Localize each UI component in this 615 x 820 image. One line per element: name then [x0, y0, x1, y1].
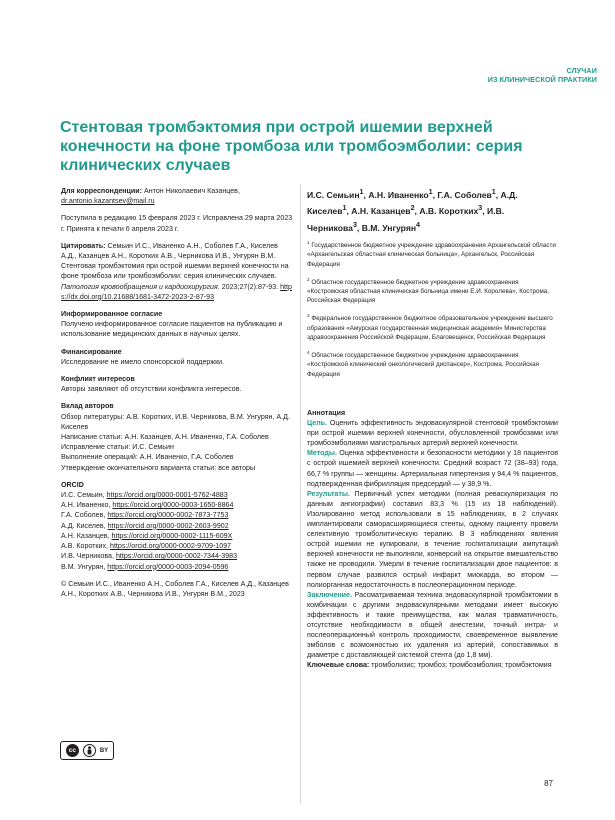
abstract-heading: Аннотация	[307, 409, 346, 417]
orcid-name: А.Н. Казанцев,	[61, 531, 110, 540]
author: В.М. Унгурян$^4$	[361, 220, 421, 233]
orcid-entry	[61, 500, 293, 510]
funding-text: Исследование не имело спонсорской поддержки.	[61, 357, 225, 366]
affiliation: $^3$ Федеральное государственное бюджетное образовательное учреждение высшего образования «Амурская государственная медицинская академия» Министерства здравоохранения Российской Федерации, Благовещенск, Российская Федерация	[307, 313, 553, 341]
orcid-link[interactable]: https://orcid.org/0000-0002-7873-7753	[107, 511, 229, 520]
abstract-methods: Методы. Оценка эффективности и безопасности методики у 18 пациентов с острой ишемией верхней конечности. Средний возраст 72 (38–93) года, 66,7 % группы — женщины. Артериальная гипертензия у 94,4 % пациентов, подтвержденная фибрилляция предсердий — у 38,9 %.	[307, 449, 558, 488]
copyright: © Семьин И.С., Иваненко А.Н., Соболев Г.А., Киселев А.Д., Казанцев А.Н., Коротких А.В., Черникова И.В., Унгурян В.М., 2023	[61, 579, 289, 598]
orcid-link[interactable]: https://orcid.org/0000-0003-2094-0596	[107, 562, 229, 571]
by-label: BY	[99, 747, 109, 754]
cc-by-license-badge[interactable]	[60, 741, 114, 760]
cc-icon: cc	[66, 744, 79, 757]
contribution-line: Исправление статьи: И.С. Семьин	[61, 443, 174, 452]
left-column	[61, 186, 293, 604]
citation-details: 2023;27(2):87-93.	[221, 282, 279, 291]
orcid-link[interactable]: https://orcid.org/0000-0001-5762-4883	[106, 491, 228, 500]
conflict-text: Авторы заявляют об отсутствии конфликта интересов.	[61, 385, 242, 394]
correspondence-email-link[interactable]: dr.antonio.kazantsev@mail.ru	[61, 197, 155, 206]
section-tag	[488, 66, 597, 84]
contribution-line: Выполнение операций: А.Н. Иваненко, Г.А. Соболев	[61, 453, 234, 462]
consent-text: Получено информированное согласие пациентов на публикацию и использование медицинских данных в научных целях.	[61, 320, 283, 339]
orcid-link[interactable]: https://orcid.org/0000-0003-1650-8864	[112, 501, 234, 510]
orcid-name: Г.А. Соболев,	[61, 511, 106, 520]
affiliation: $^2$ Областное государственное бюджетное учреждение здравоохранения «Костромская областная клиническая больница имени Е.И. Королева», Кострома, Российская Федерация	[307, 276, 550, 305]
correspondence	[61, 186, 293, 206]
column-divider	[300, 184, 301, 804]
abstract-keywords: Ключевые слова: тромболизис; тромбоз; тромбоэмболия; тромбэктомия	[307, 661, 552, 670]
attribution-icon	[83, 744, 96, 757]
author: Г.А. Соболев$^1$,	[437, 188, 501, 200]
orcid-name: И.В. Черникова,	[61, 552, 114, 561]
contribution-line: Утверждение окончательного варианта статьи: все авторы	[61, 463, 256, 472]
page-number: 87	[544, 779, 553, 788]
author-list	[307, 186, 557, 235]
abstract-aim: Цель. Оценить эффективность эндоваскулярной стентовой тромбэктомии при острой ишемии верхней конечности, обусловленной тромбозами или тромбоэмболиями магистральных артерий верхней конечности.	[307, 419, 558, 448]
affiliations	[307, 238, 557, 385]
orcid-entry	[61, 531, 293, 541]
orcid-entry	[61, 551, 293, 561]
orcid-link[interactable]: https://orcid.org/0000-0002-1115-609X	[111, 531, 233, 540]
orcid-link[interactable]: https://orcid.org/0000-0002-7344-3983	[115, 552, 238, 561]
contribution-heading: Вклад авторов	[61, 402, 114, 411]
contribution-section	[61, 401, 293, 472]
author: А.Н. Иваненко$^1$,	[368, 188, 438, 200]
author: А.Д. Киселев$^1$,	[307, 189, 518, 217]
consent-section	[61, 309, 293, 340]
orcid-section	[61, 480, 293, 572]
contribution-line: Написание статьи: А.Н. Казанцев, А.Н. Иваненко, Г.А. Соболев	[61, 433, 269, 442]
abstract-conclusion: Заключение. Рассматриваемая техника эндоваскулярной тромбэктомии в комбинации с другими эндоваскулярными методами имеет высокую эффективность и такие преимущества, как малая травматичность, отсутствие необходимости в общей анестезии, точный интра- и послеоперационный контроль проходимости, своевременное выявление эмболов с возможностью их удаления из артерий, сопоставимых в диаметре с доставляющей системой стента (до 1,8 мм).	[307, 590, 558, 660]
orcid-name: А.Н. Иваненко,	[61, 501, 111, 510]
author: И.С. Семьин$^1$,	[307, 188, 369, 200]
received-dates: Поступила в редакцию 15 февраля 2023 г. Исправлена 29 марта 2023 г. Принята к печати 6 апреля 2023 г.	[61, 214, 293, 233]
orcid-name: А.В. Коротких,	[61, 542, 109, 551]
author: И.В. Черникова$^3$,	[307, 206, 505, 233]
conflict-heading: Конфликт интересов	[61, 375, 135, 384]
conflict-section	[61, 374, 293, 394]
citation-doi-link[interactable]: https://dx.doi.org/10.21688/1681-3472-2023-2-87-93	[61, 282, 292, 301]
section-tag-line2: ИЗ КЛИНИЧЕСКОЙ ПРАКТИКИ	[487, 75, 597, 84]
citation-label: Цитировать:	[61, 241, 106, 250]
orcid-entry	[61, 541, 293, 551]
abstract-results: Результаты. Первичный успех методики (полная реваскуляризация по данным ангиографии) составил 83,3 % (15 из 18 наблюдений). Изолированно метод использовали в 15 наблюдениях, в 2 случаях имплантировали саморасширяющиеся стенты, одному пациенту провели селективную тромболитическую терапию. В 3 наблюдениях явления острой ишемии не купировали, в течение госпитализации ампутаций верхней конечности не выполняли, конверсий на открытое вмешательство также не проводили. Умерли в течение госпитализации двое пациентов: в первом случае развился острый инфаркт миокарда, во втором — полиорганная недостаточность в послеоперационном периоде.	[307, 489, 558, 589]
orcid-entry	[61, 521, 293, 531]
orcid-name: И.С. Семьин,	[61, 491, 105, 500]
author: А.В. Коротких$^3$,	[419, 204, 488, 217]
affiliation: $^1$ Государственное бюджетное учреждение здравоохранения Архангельской области «Архангельская областная клиническая больница», Архангельск, Российская Федерация	[307, 240, 556, 268]
abstract	[307, 408, 558, 670]
orcid-entry	[61, 510, 293, 520]
orcid-entry	[61, 562, 293, 572]
citation	[61, 241, 293, 302]
orcid-entry	[61, 490, 293, 500]
section-tag-line1: СЛУЧАИ	[566, 66, 597, 75]
orcid-name: А.Д. Киселев,	[61, 521, 106, 530]
article-title: Стентовая тромбэктомия при острой ишемии верхней конечности на фоне тромбоза или тромбоэмболии: серия клинических случаев	[60, 119, 523, 174]
funding-heading: Финансирование	[61, 347, 122, 356]
orcid-link[interactable]: https://orcid.org/0000-0002-2603-9902	[107, 521, 229, 530]
orcid-link[interactable]: https://orcid.org/0000-0002-9709-1097	[110, 542, 232, 551]
contribution-line: Обзор литературы: А.В. Коротких, И.В. Черникова, В.М. Унгурян, А.Д. Киселев	[61, 412, 290, 431]
correspondence-label: Для корреспонденции:	[61, 187, 143, 195]
citation-text: Семьин И.С., Иваненко А.Н., Соболев Г.А., Киселев А.Д., Казанцев А.Н., Коротких А.В., Черникова И.В., Унгурян В.М. Стентовая тромбэктомия при острой ишемии верхней конечности на фоне тромбоза или тромбоэмболии: серия клинических случаев.	[61, 241, 289, 281]
consent-heading: Информированное согласие	[61, 310, 163, 319]
affiliation: $^4$ Областное государственное бюджетное учреждение здравоохранения «Костромской клинический онкологический диспансер», Кострома, Российская Федерация	[307, 350, 540, 378]
orcid-name: В.М. Унгурян,	[61, 562, 106, 571]
funding-section	[61, 347, 293, 367]
citation-journal: Патология кровообращения и кардиохирургия.	[61, 282, 220, 291]
orcid-heading: ORCID	[61, 480, 84, 489]
author: А.Н. Казанцев$^2$,	[351, 204, 420, 217]
correspondence-name: Антон Николаевич Казанцев,	[144, 187, 240, 195]
